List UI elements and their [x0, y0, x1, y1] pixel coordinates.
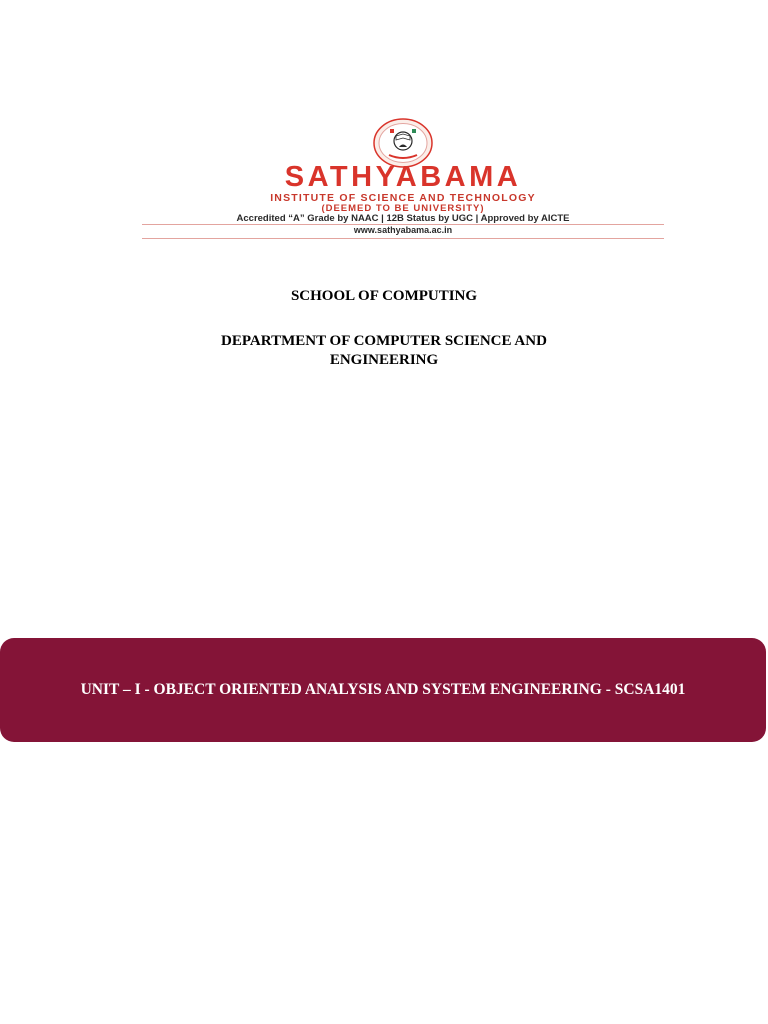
institution-logo	[142, 112, 664, 242]
unit-title: UNIT – I - OBJECT ORIENTED ANALYSIS AND SYSTEM ENGINEERING - SCSA1401	[80, 681, 686, 698]
header-divider-bottom	[142, 238, 664, 239]
department-heading	[174, 332, 594, 370]
brand-status: (DEEMED TO BE UNIVERSITY)	[321, 203, 485, 214]
website-text: www.sathyabama.ac.in	[353, 225, 453, 235]
unit-title-banner	[0, 638, 766, 742]
brand-name: SATHYABAMA	[284, 161, 522, 193]
brand-subtitle: INSTITUTE OF SCIENCE AND TECHNOLOGY	[270, 192, 536, 204]
accreditation-line: Accredited “A” Grade by NAAC | 12B Status by UGC | Approved by AICTE	[236, 213, 570, 224]
department-line-1: DEPARTMENT OF COMPUTER SCIENCE AND	[221, 333, 547, 349]
department-line-2: ENGINEERING	[329, 352, 439, 368]
school-heading: SCHOOL OF COMPUTING	[290, 288, 478, 304]
